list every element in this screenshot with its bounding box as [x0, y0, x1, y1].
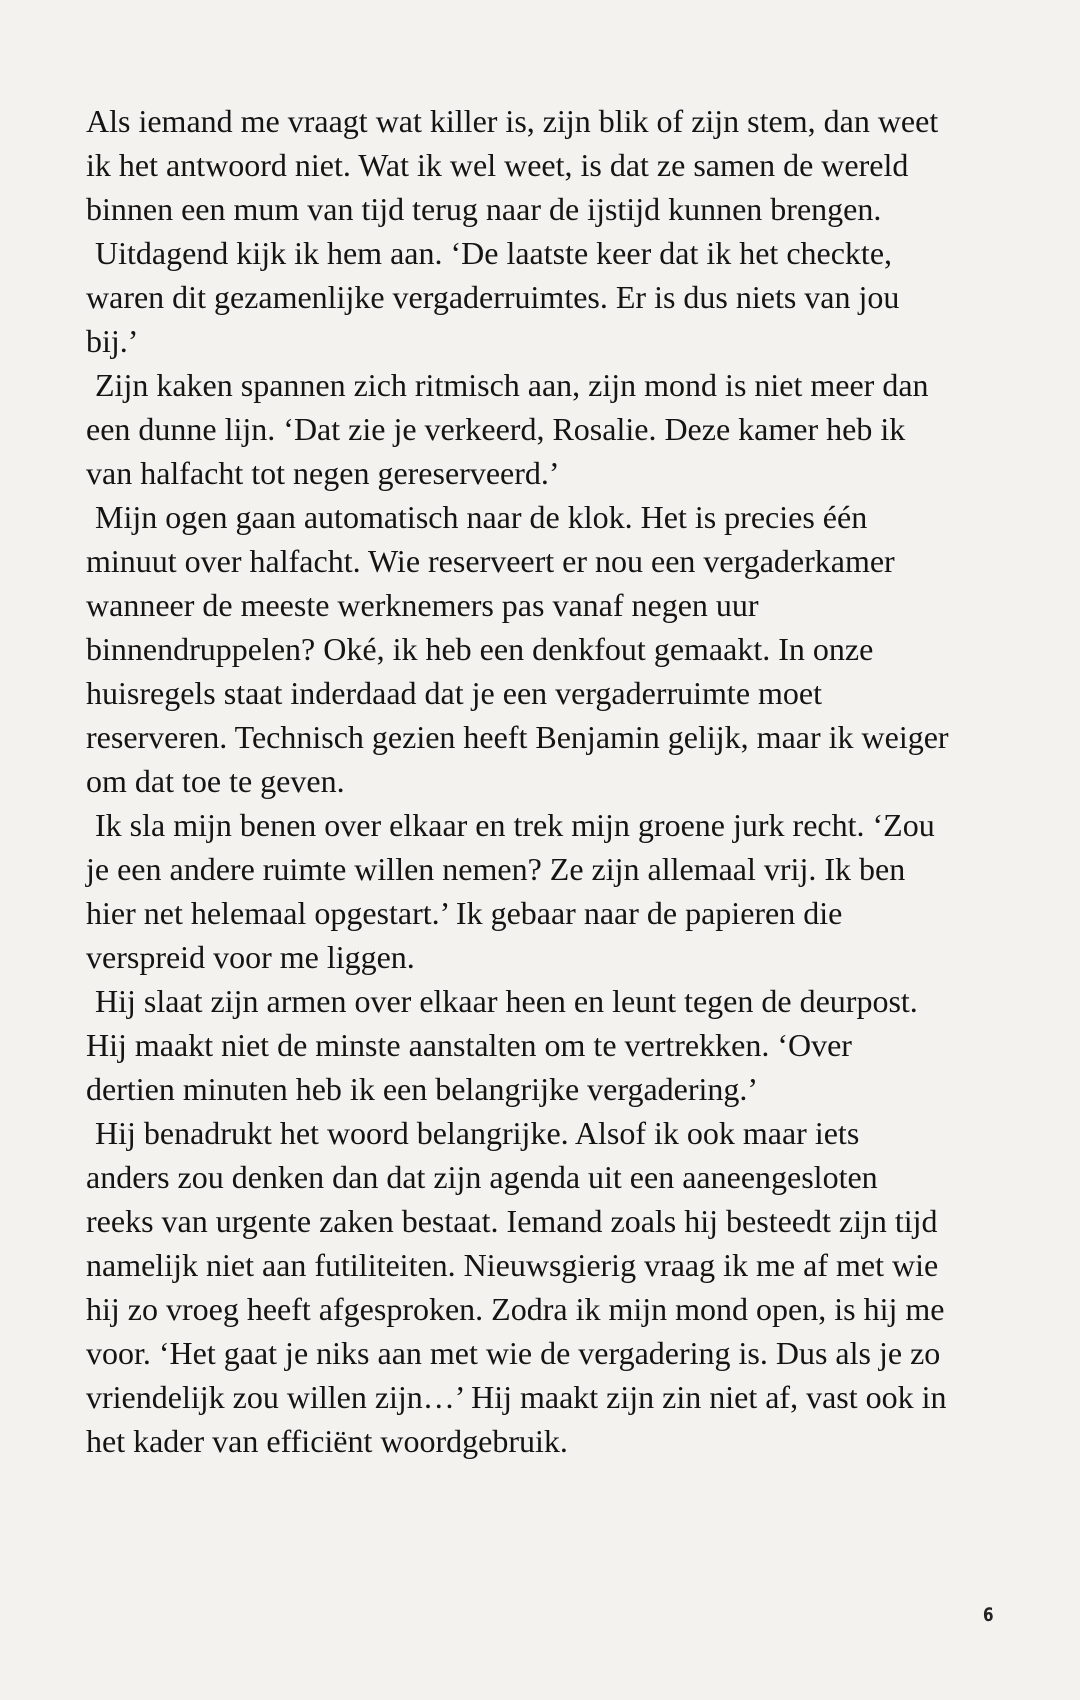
text-line: binnendruppelen? Oké, ik heb een denkfout gemaakt. In onze	[86, 631, 874, 667]
text-line: vriendelijk zou willen zijn…’ Hij maakt zijn zin niet af, vast ook in	[86, 1379, 947, 1415]
text-line: Ik sla mijn benen over elkaar en trek mijn groene jurk recht. ‘Zou	[95, 807, 935, 843]
text-line: binnen een mum van tijd terug naar de ijstijd kunnen brengen.	[86, 191, 882, 227]
text-line: je een andere ruimte willen nemen? Ze zijn allemaal vrij. Ik ben	[86, 851, 906, 887]
text-line: verspreid voor me liggen.	[86, 939, 415, 975]
text-line: Hij slaat zijn armen over elkaar heen en leunt tegen de deurpost.	[95, 983, 918, 1019]
text-line: Hij maakt niet de minste aanstalten om te vertrekken. ‘Over	[86, 1027, 852, 1063]
text-line: om dat toe te geven.	[86, 763, 345, 799]
text-line: het kader van efficiënt woordgebruik.	[86, 1423, 568, 1459]
paragraph	[86, 99, 1006, 231]
text-line: waren dit gezamenlijke vergaderruimtes. Er is dus niets van jou	[86, 279, 900, 315]
body-text	[86, 99, 1006, 1463]
paragraph	[86, 495, 1006, 803]
text-line: bij.’	[86, 323, 139, 359]
text-line: Als iemand me vraagt wat killer is, zijn blik of zijn stem, dan weet	[86, 103, 939, 139]
text-line: voor. ‘Het gaat je niks aan met wie de vergadering is. Dus als je zo	[86, 1335, 941, 1371]
text-line: huisregels staat inderdaad dat je een vergaderruimte moet	[86, 675, 822, 711]
text-line: reeks van urgente zaken bestaat. Iemand zoals hij besteedt zijn tijd	[86, 1203, 938, 1239]
text-line: reserveren. Technisch gezien heeft Benjamin gelijk, maar ik weiger	[86, 719, 949, 755]
text-line: Zijn kaken spannen zich ritmisch aan, zijn mond is niet meer dan	[95, 367, 929, 403]
paragraph	[86, 363, 1006, 495]
text-line: een dunne lijn. ‘Dat zie je verkeerd, Rosalie. Deze kamer heb ik	[86, 411, 906, 447]
paragraph	[86, 1111, 1006, 1463]
text-line: Hij benadrukt het woord belangrijke. Alsof ik ook maar iets	[95, 1115, 860, 1151]
paragraph	[86, 979, 1006, 1111]
text-line: hier net helemaal opgestart.’ Ik gebaar naar de papieren die	[86, 895, 843, 931]
text-line: van halfacht tot negen gereserveerd.’	[86, 455, 560, 491]
text-line: minuut over halfacht. Wie reserveert er nou een vergaderkamer	[86, 543, 895, 579]
page-number: 6	[983, 1604, 994, 1626]
paragraph	[86, 803, 1006, 979]
text-line: Uitdagend kijk ik hem aan. ‘De laatste keer dat ik het checkte,	[95, 235, 893, 271]
text-line: ik het antwoord niet. Wat ik wel weet, is dat ze samen de wereld	[86, 147, 909, 183]
text-line: wanneer de meeste werknemers pas vanaf negen uur	[86, 587, 759, 623]
text-line: dertien minuten heb ik een belangrijke vergadering.’	[86, 1071, 759, 1107]
text-line: anders zou denken dan dat zijn agenda uit een aaneengesloten	[86, 1159, 878, 1195]
paragraph	[86, 231, 1006, 363]
text-line: namelijk niet aan futiliteiten. Nieuwsgierig vraag ik me af met wie	[86, 1247, 939, 1283]
text-line: hij zo vroeg heeft afgesproken. Zodra ik mijn mond open, is hij me	[86, 1291, 945, 1327]
text-line: Mijn ogen gaan automatisch naar de klok. Het is precies één	[95, 499, 868, 535]
